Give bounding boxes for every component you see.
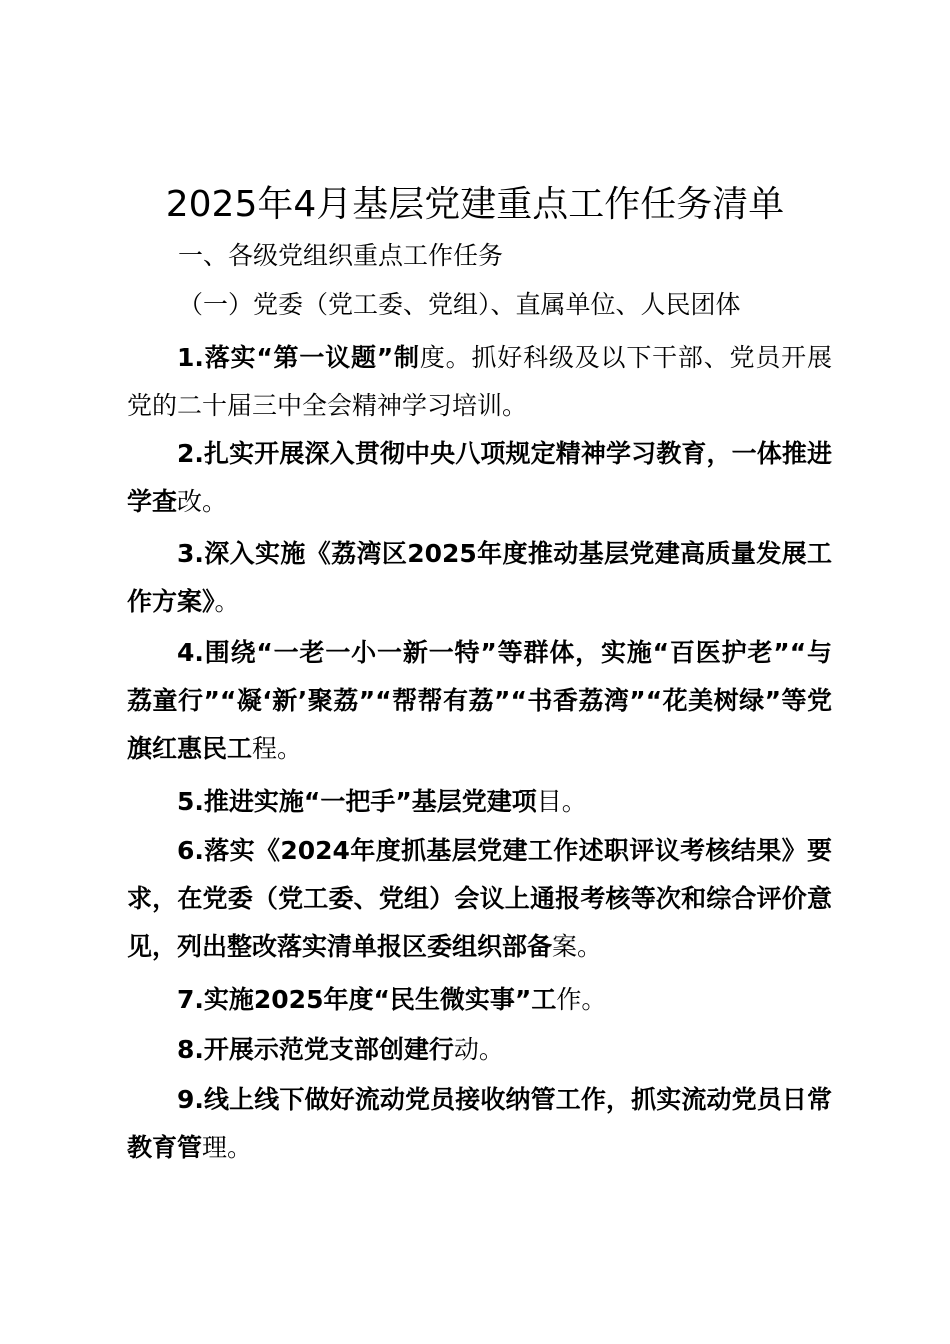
task-item-1 bbox=[127, 334, 832, 430]
task-item-bold: 5.推进实施“一把手”基层党建项 bbox=[177, 787, 537, 816]
section-heading: 一、各级党组织重点工作任务 bbox=[178, 241, 504, 270]
task-item-normal: 理。 bbox=[202, 1133, 253, 1162]
task-item-bold: 4.围绕“一老一小一新一特”等群体，实施“百医护老”“与荔童行”“凝‘新’聚荔”“帮帮有荔”“书香荔湾”“花美树绿”等党旗红惠民工 bbox=[127, 638, 832, 763]
task-item-normal: 目。 bbox=[536, 787, 587, 816]
task-item-normal: 作。 bbox=[556, 985, 607, 1014]
task-item-6 bbox=[127, 827, 832, 971]
task-item-bold: 1.落实“第一议题”制 bbox=[177, 343, 420, 372]
task-item-normal: 动。 bbox=[453, 1035, 504, 1064]
task-item-bold: 2.扎实开展深入贯彻中央八项规定精神学习教育，一体推进学查 bbox=[127, 439, 832, 516]
task-item-bold: 8.开展示范党支部创建行 bbox=[177, 1035, 454, 1064]
task-item-bold: 3.深入实施《荔湾区2025年度推动基层党建高质量发展工作方案》 bbox=[127, 539, 832, 616]
task-item-9 bbox=[127, 1076, 832, 1172]
page-title: 2025年4月基层党建重点工作任务清单 bbox=[165, 184, 785, 225]
task-item-normal: 程。 bbox=[252, 734, 303, 763]
task-item-4 bbox=[127, 629, 832, 773]
task-item-2 bbox=[127, 430, 832, 526]
task-item-normal: 改。 bbox=[177, 487, 228, 516]
task-item-normal: 案。 bbox=[552, 932, 603, 961]
subsection-heading: （一）党委（党工委、党组）、直属单位、人民团体 bbox=[178, 290, 741, 319]
task-item-bold: 7.实施2025年度“民生微实事”工 bbox=[177, 985, 557, 1014]
task-item-5 bbox=[127, 778, 832, 826]
task-item-bold: 9.线上线下做好流动党员接收纳管工作，抓实流动党员日常教育管 bbox=[127, 1085, 832, 1162]
task-item-7 bbox=[127, 976, 832, 1024]
task-item-8 bbox=[127, 1026, 832, 1074]
task-item-bold: 6.落实《2024年度抓基层党建工作述职评议考核结果》要求，在党委（党工委、党组）会议上通报考核等次和综合评价意见，列出整改落实清单报区委组织部备 bbox=[127, 836, 832, 961]
task-item-normal: 。 bbox=[214, 587, 240, 616]
task-item-3 bbox=[127, 530, 832, 626]
task-item-normal: 度。抓好科级及以下干部、党员开展党的二十届三中全会精神学习培训。 bbox=[127, 343, 832, 420]
